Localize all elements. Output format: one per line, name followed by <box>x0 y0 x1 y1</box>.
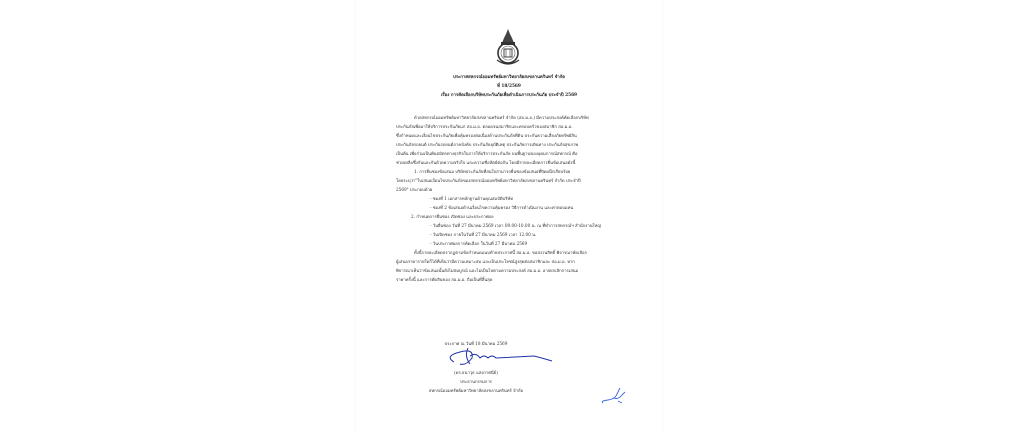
schedule-item: - วันยื่นซอง วันที่ 27 มีนาคม 2569 เวลา 09.00-10.00 น. ณ ที่ทำการสหกรณ์ฯ สำนักงานใหญ่ <box>430 223 601 228</box>
initials-signature <box>600 386 630 408</box>
cooperative-logo-icon <box>493 28 523 68</box>
schedule-item: - วันเปิดซอง ภายในวันที่ 27 มีนาคม 2569 เวลา 12.00 น. <box>430 232 537 237</box>
text-line: 2569" ประกอบด้วย <box>396 187 433 192</box>
text-line: ด้วยสหกรณ์ออมทรัพย์มหาวิทยาลัยสงขลานครินทร์ จำกัด (สอ.ม.อ.) มีความประสงค์คัดเลือกบริษัท <box>414 115 589 120</box>
announcement-subject: เรื่อง การคัดเลือกบริษัทประกันภัยเพื่อดำเนินการประกันภัย ประจำปี 2569 <box>440 93 578 98</box>
announcement-number: ที่ 18/2569 <box>497 84 521 89</box>
text-line: ช่วยเหลือซึ่งกันและกันด้วยความจริงใจ และความซื่อสัตย์ต่อกัน โดยมีรายละเอียดการยื่นข้อเสนอดังนี้ <box>396 160 576 165</box>
envelope-item: - ซองที่ 2 ข้อเสนอด้านเงื่อนไขความคุ้มครอง วิธีการดำเนินงาน และค่าตอบแทน <box>430 205 574 210</box>
announcement-date: ประกาศ ณ วันที่ 18 มีนาคม 2569 <box>444 341 508 346</box>
text-line: ประกันภัยเพื่อมาให้บริการประกันภัยแก่ สอ.ม.อ. ตลอดจนสมาชิกและครอบครัวของสมาชิก สอ.ม.อ. <box>396 124 573 129</box>
schedule-item: - วันประกาศผลการคัดเลือก ในวันที่ 27 มีนาคม 2569 <box>430 241 528 246</box>
envelope-item: - ซองที่ 1 เอกสารหลักฐานด้านคุณสมบัติบริษัท <box>430 196 513 201</box>
text-line: ทั้งนี้รายละเอียดปรากฏตามข้อกำหนดแนบท้ายประกาศนี้ สอ.ม.อ. ขอสงวนสิทธิ์ พิจารณาคัดเลือก <box>414 250 588 255</box>
president-signature <box>442 342 562 370</box>
text-line: โดยระบุว่า"ใบเสนอเงื่อนไขประกันภัยของสหกรณ์ออมทรัพย์มหาวิทยาลัยสงขลานครินทร์ จำกัด ประจำปี <box>396 178 581 183</box>
signer-name: (ดร.ธนาวุธ แสงกาศนีย์) <box>454 370 498 375</box>
document-page <box>356 0 662 433</box>
signer-organization: สหกรณ์ออมทรัพย์มหาวิทยาลัยสงขลานครินทร์ จำกัด <box>428 388 524 393</box>
text-line: พิจารณาเห็นว่าข้อเสนอนั้นยังไม่สมบูรณ์ และไม่เป็นไปตามความประสงค์ สอ.ม.อ. อาจยกเลิกการเสนอ <box>396 268 579 273</box>
text-line: ผู้เสนอราคารายใดก็ได้ที่เห็นว่ามีความเหมาะสม และเป็นประโยชน์สูงสุดต่อสมาชิกและ สอ.ม.อ. หาก <box>396 259 575 264</box>
section-title: 2. กำหนดการยื่นซอง เปิดซอง และประกาศผล <box>411 214 494 219</box>
announcement-title: ประกาศสหกรณ์ออมทรัพย์มหาวิทยาลัยสงขลานครินทร์ จำกัด <box>452 75 566 80</box>
text-line: ราคาครั้งนี้ และการตัดสินของ สอ.ม.อ. ถือเป็นที่สิ้นสุด <box>396 277 493 282</box>
text-line: ประกันภัยรถยนต์ ประกันรถยนต์ภาคบังคับ ประกันภัยอุบัติเหตุ ประกันภัยการเดินทาง ประกันภัยสุขภาพ <box>396 142 579 147</box>
text-line: เป็นต้น เพื่อร่วมเป็นพันธมิตรทางธุรกิจในการให้บริการประกันภัย บนพื้นฐานของอุดมการณ์สหกรณ์ คือ <box>396 151 578 156</box>
text-line: 1. การยื่นซองข้อเสนอ บริษัทประกันภัยที่สนใจสามารถยื่นซองข้อเสนอที่ปิดผนึกเรียบร้อย <box>414 169 571 174</box>
text-line: ซึ่งกำหนดและเงื่อนไขประกันภัยเพื่อคุ้มครองต่อเนื่องด้านประกันภัยที่ดิน ประกันความเสี่ยงภัยทรัพย์สิน <box>396 133 577 138</box>
signer-title: ประธานกรรมการ <box>460 379 492 384</box>
